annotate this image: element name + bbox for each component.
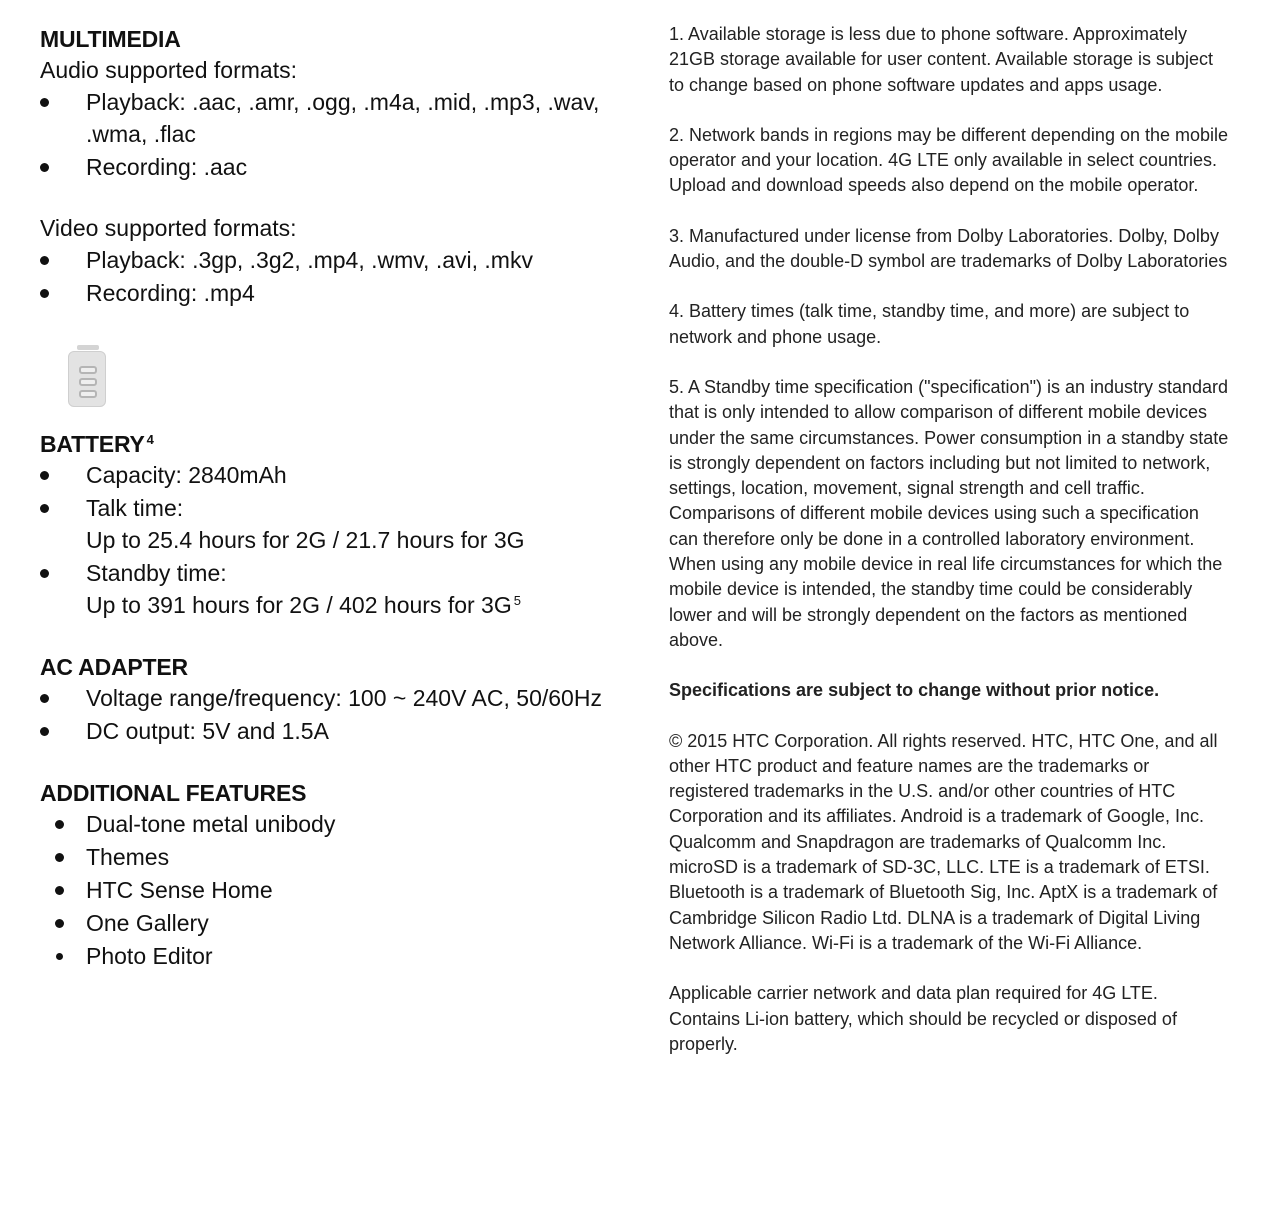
list-item: Playback: .3gp, .3g2, .mp4, .wmv, .avi, .mkv [40,244,630,276]
audio-formats-heading: Audio supported formats: [40,57,297,83]
list-item: Themes [40,841,630,873]
bullet-icon [55,919,64,928]
footnotes-column [669,22,1229,1082]
list-item: One Gallery [40,907,630,939]
bullet-icon [40,98,49,107]
multimedia-title: MULTIMEDIA [40,26,181,52]
ac-adapter-title: AC ADAPTER [40,654,188,680]
list-item: Playback: .aac, .amr, .ogg, .m4a, .mid, .mp3, .wav, .wma, .flac [40,86,630,150]
additional-features-list [40,808,630,972]
bullet-icon [40,289,49,298]
bullet-icon [40,504,49,513]
footnote-2: 2. Network bands in regions may be different depending on the mobile operator and your location. 4G LTE only available in select countries. Upload and download speeds also depend on the mobile operator. [669,124,1229,196]
bullet-icon [55,853,64,862]
copyright-notice: © 2015 HTC Corporation. All rights reserved. HTC, HTC One, and all other HTC product and feature names are the trademarks or registered trademarks in the U.S. and/or other countries of HTC Corporation and its affiliates. Android is a trademark of Google, Inc. Qualcomm and Snapdragon are trademarks of Qualcomm Inc. microSD is a trademark of SD-3C, LLC. LTE is a trademark of ETSI. Bluetooth is a trademark of Bluetooth Sig, Inc. AptX is a trademark of Cambridge Silicon Radio Ltd. DLNA is a trademark of Digital Living Network Alliance. Wi-Fi is a trademark of the Wi-Fi Alliance. [669,730,1218,953]
change-notice: Specifications are subject to change without prior notice. [669,680,1160,701]
footnote-1: 1. Available storage is less due to phone software. Approximately 21GB storage available for user content. Available storage is subject to change based on phone software updates and apps usage. [669,24,1213,95]
bullet-icon [40,163,49,172]
ac-adapter-list [40,682,630,747]
bullet-icon [55,820,64,829]
additional-features-title: ADDITIONAL FEATURES [40,780,307,806]
list-item: Recording: .mp4 [40,277,630,309]
footnote-4: 4. Battery times (talk time, standby time, and more) are subject to network and phone usage. [669,301,1190,347]
list-item: Dual-tone metal unibody [40,808,630,840]
video-formats-list [40,244,630,309]
footnote-ref: 5 [513,593,521,608]
left-column [40,24,630,973]
bullet-icon [55,886,64,895]
list-item: Recording: .aac [40,151,630,183]
list-item: Standby time: Up to 391 hours for 2G / 402 hours for 3G $^5$ [40,557,630,621]
footnote-5: 5. A Standby time specification ("specification") is an industry standard that is only intended to allow comparison of different mobile devices under the same circumstances. Power consumption in a standby state is strongly dependent on factors including but not limited to network, settings, location, movement, signal strength and cell traffic. Comparisons of different mobile devices using such a specification can therefore only be done in a controlled laboratory environment. When using any mobile device in real life circumstances for which the mobile device is intended, the standby time could be considerably lower and will be strongly dependent on the factors as mentioned above. [669,376,1229,650]
bullet-icon [40,694,49,703]
battery-title: BATTERY $^4$ [40,431,154,457]
battery-list [40,459,630,621]
footnote-ref: 4 [146,432,154,447]
list-item: Photo Editor [40,940,630,972]
list-item: Voltage range/frequency: 100 ~ 240V AC, 50/60Hz [40,682,630,714]
bullet-icon [40,471,49,480]
bullet-icon [40,727,49,736]
bullet-icon [40,256,49,265]
bullet-icon [40,569,49,578]
bullet-icon [56,953,63,960]
list-item: Talk time: Up to 25.4 hours for 2G / 21.7 hours for 3G [40,492,630,556]
footnote-3: 3. Manufactured under license from Dolby Laboratories. Dolby, Dolby Audio, and the double-D symbol are trademarks of Dolby Laboratories [669,225,1228,272]
video-formats-heading: Video supported formats: [40,215,297,241]
battery-icon [68,345,108,407]
list-item: HTC Sense Home [40,874,630,906]
carrier-note: Applicable carrier network and data plan required for 4G LTE. Contains Li-ion battery, which should be recycled or disposed of properly. [669,983,1177,1054]
audio-formats-list [40,86,630,183]
list-item: DC output: 5V and 1.5A [40,715,630,747]
list-item: Capacity: 2840mAh [40,459,630,491]
